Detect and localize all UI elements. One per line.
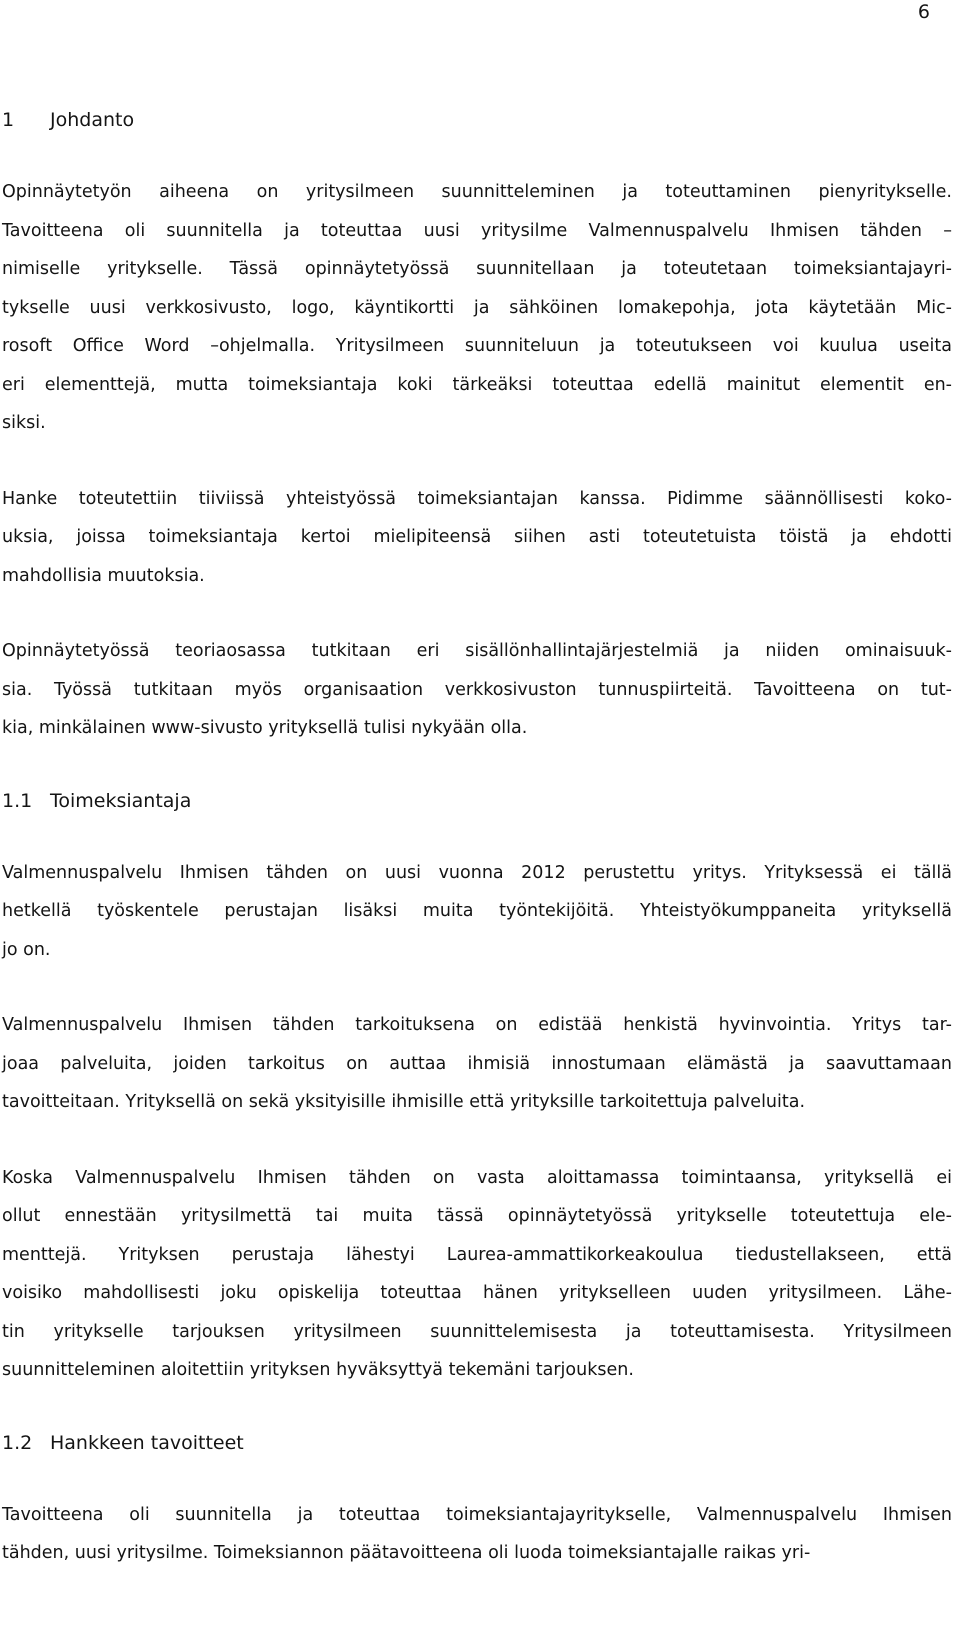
paragraph-line: kia, minkälainen www-sivusto yrityksellä tulisi nykyään olla.: [2, 718, 528, 738]
section-number: 1: [2, 109, 15, 131]
paragraph: [2, 1496, 952, 1573]
paragraph-line: tykselle uusi verkkosivusto, logo, käyntikortti ja sähköinen lomakepohja, jota käytetään Mic-: [2, 297, 952, 318]
paragraph-line: nimiselle yritykselle. Tässä opinnäytetyössä suunnitellaan ja toteutetaan toimeksiantajayri-: [2, 259, 952, 279]
section-heading-toimeksiantaja: [2, 785, 952, 817]
paragraph-line: Opinnäytetyössä teoriaosassa tutkitaan eri sisällönhallintajärjestelmiä ja niiden ominaisuuk-: [2, 641, 952, 661]
paragraph-line: Tavoitteena oli suunnitella ja toteuttaa toimeksiantajayritykselle, Valmennuspalvelu Ihmisen: [2, 1504, 952, 1525]
paragraph: [2, 480, 952, 596]
paragraph-line: rosoft Office Word –ohjelmalla. Yritysilmeen suunniteluun ja toteutukseen voi kuulua useita: [2, 336, 952, 356]
paragraph: [2, 632, 952, 748]
paragraph-line: Opinnäytetyön aiheena on yritysilmeen suunnitteleminen ja toteuttaminen pienyritykselle.: [2, 182, 952, 202]
paragraph-line: ollut ennestään yritysilmettä tai muita tässä opinnäytetyössä yritykselle toteutettuja ele-: [2, 1206, 952, 1226]
paragraph-line: hetkellä työskentele perustajan lisäksi muita työntekijöitä. Yhteistyökumppaneita yrityksellä: [2, 901, 952, 921]
section-heading-johdanto: [2, 104, 952, 136]
section-title: Hankkeen tavoitteet: [50, 1431, 244, 1454]
paragraph-line: tähden, uusi yritysilme. Toimeksiannon päätavoitteena oli luoda toimeksiantajalle raikas yri-: [2, 1543, 811, 1563]
paragraph-line: tavoitteitaan. Yrityksellä on sekä yksityisille ihmisille että yrityksille tarkoitettuja palveluita.: [2, 1092, 806, 1112]
page-number: 6: [917, 1, 930, 23]
paragraph-line: mahdollisia muutoksia.: [2, 565, 205, 586]
paragraph-line: suunnitteleminen aloitettiin yrityksen hyväksyttyä tekemäni tarjouksen.: [2, 1360, 634, 1380]
paragraph-line: Tavoitteena oli suunnitella ja toteuttaa uusi yritysilme Valmennuspalvelu Ihmisen tähden –: [2, 220, 952, 241]
paragraph-line: joaa palveluita, joiden tarkoitus on auttaa ihmisiä innostumaan elämästä ja saavuttamaan: [2, 1053, 952, 1074]
paragraph-line: Koska Valmennuspalvelu Ihmisen tähden on vasta aloittamassa toimintaansa, yrityksellä ei: [2, 1167, 952, 1188]
paragraph-line: Valmennuspalvelu Ihmisen tähden on uusi vuonna 2012 perustettu yritys. Yrityksessä ei tällä: [2, 862, 952, 883]
paragraph-line: Hanke toteutettiin tiiviissä yhteistyössä toimeksiantajan kanssa. Pidimme säännöllisesti koko-: [2, 488, 952, 509]
paragraph-line: jo on.: [2, 939, 51, 960]
section-title: Toimeksiantaja: [50, 789, 192, 812]
section-heading-hankkeen-tavoitteet: [2, 1427, 952, 1459]
paragraph: [2, 854, 952, 970]
paragraph-line: siksi.: [2, 413, 46, 433]
paragraph: [2, 173, 952, 443]
section-number: 1.1: [2, 789, 33, 812]
paragraph-line: voisiko mahdollisesti joku opiskelija toteuttaa hänen yritykselleen uuden yritysilmeen. Lähe-: [2, 1283, 952, 1303]
section-title: Johdanto: [50, 109, 135, 131]
paragraph-line: tin yritykselle tarjouksen yritysilmeen suunnittelemisesta ja toteuttamisesta. Yritysilmeen: [2, 1321, 952, 1342]
paragraph-line: menttejä. Yrityksen perustaja lähestyi Laurea-ammattikorkeakoulua tiedustellakseen, että: [2, 1244, 952, 1265]
section-number: 1.2: [2, 1431, 33, 1454]
paragraph-line: uksia, joissa toimeksiantaja kertoi mielipiteensä siihen asti toteutetuista töistä ja ehdotti: [2, 527, 952, 547]
paragraph-line: Valmennuspalvelu Ihmisen tähden tarkoituksena on edistää henkistä hyvinvointia. Yritys tar-: [2, 1015, 952, 1035]
paragraph: [2, 1159, 952, 1390]
document-body: [2, 104, 952, 1610]
paragraph-line: eri elementtejä, mutta toimeksiantaja koki tärkeäksi toteuttaa edellä mainitut elementit en-: [2, 374, 952, 395]
paragraph-line: sia. Työssä tutkitaan myös organisaation verkkosivuston tunnuspiirteitä. Tavoitteena on tut-: [2, 679, 952, 700]
paragraph: [2, 1006, 952, 1122]
